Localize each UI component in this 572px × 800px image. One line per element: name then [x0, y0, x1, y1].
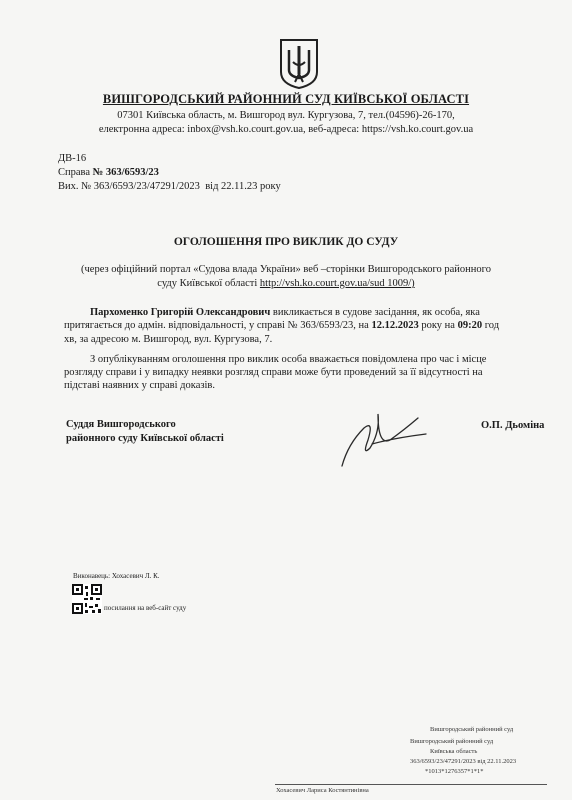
stamp-line-2: Вишгородський районний суд [410, 738, 494, 745]
stamp-line-3: Київська область [430, 748, 478, 755]
footer-divider [275, 784, 547, 785]
portal-line-1: (через офіційний портал «Судова влада України» веб –сторінки Вишгородського районного [81, 264, 491, 275]
body-para2-line-2: розгляду справи і у випадку неявки розгляд справи може бути проведений за її відсутності на [64, 367, 483, 378]
court-contacts: електронна адреса: inbox@vsh.ko.court.gov.ua, веб-адреса: https://vsh.ko.court.gov.ua [98, 124, 474, 135]
body-para2-line-3: підставі наявних у справі доказів. [64, 380, 216, 391]
hearing-time: 09:20 [457, 320, 483, 331]
portal-line-2-prefix: суду Київської області [157, 278, 258, 289]
case-reference [58, 167, 159, 178]
notice-title: ОГОЛОШЕННЯ ПРО ВИКЛИК ДО СУДУ [173, 236, 399, 248]
body-para2-line-1: З опублікуванням оголошення про виклик особа вважається повідомлена про час і місце [90, 354, 487, 365]
stamp-bottom-name: Хохасевич Лариса Костянтинівна [276, 787, 369, 794]
judge-title-line-1: Суддя Вишгородського [66, 419, 176, 430]
stamp-line-4: 363/6593/23/47291/2023 від 22.11.2023 [410, 758, 517, 765]
court-address: 07301 Київська область, м. Вишгород вул. Кургузова, 7, тел.(04596)-26-170, [117, 110, 455, 121]
stamp-line-5: *1013*1276357*1*1* [425, 768, 484, 775]
portal-link[interactable]: http://vsh.ko.court.gov.ua/sud 1009/) [259, 278, 415, 289]
body-line-1 [90, 307, 480, 318]
form-code: ДВ-16 [58, 153, 87, 164]
court-name: ВИШГОРОДСЬКИЙ РАЙОННИЙ СУД КИЇВСЬКОЇ ОБЛАСТІ [102, 92, 470, 106]
case-number: № 363/6593/23 [92, 167, 159, 178]
portal-line-2 [0, 278, 572, 289]
stamp-line-1: Вишгородський районний суд [430, 726, 514, 733]
body-line-2 [64, 320, 499, 331]
hearing-date: 12.12.2023 [371, 320, 419, 331]
judge-title-line-2: районного суду Київської області [66, 433, 224, 444]
case-label: Справа [58, 167, 91, 178]
judge-name: О.П. Дьоміна [481, 420, 545, 431]
body-line-1-rest: викликається в судове засідання, як особа, яка [272, 307, 480, 318]
outgoing-reference [58, 181, 281, 192]
outgoing-date: від 22.11.23 року [205, 181, 281, 192]
qr-caption: посилання на веб-сайт суду [104, 604, 187, 612]
person-name: Пархоменко Григорій Олександрович [90, 307, 271, 318]
trident-emblem-icon [277, 38, 321, 90]
outgoing-number: Вих. № 363/6593/23/47291/2023 [58, 181, 200, 192]
body-line-2-mid: року на [421, 320, 455, 331]
qr-code-icon[interactable] [72, 584, 102, 614]
handwritten-signature [334, 384, 434, 484]
body-line-2-end: год [484, 320, 500, 331]
body-line-2-start: притягається до адмін. відповідальності, у справі № 363/6593/23, на [64, 320, 369, 331]
body-line-3: хв, за адресою м. Вишгород, вул. Кургузова, 7. [64, 334, 273, 345]
executor: Виконавець: Хохасевич Л. К. [73, 572, 160, 580]
